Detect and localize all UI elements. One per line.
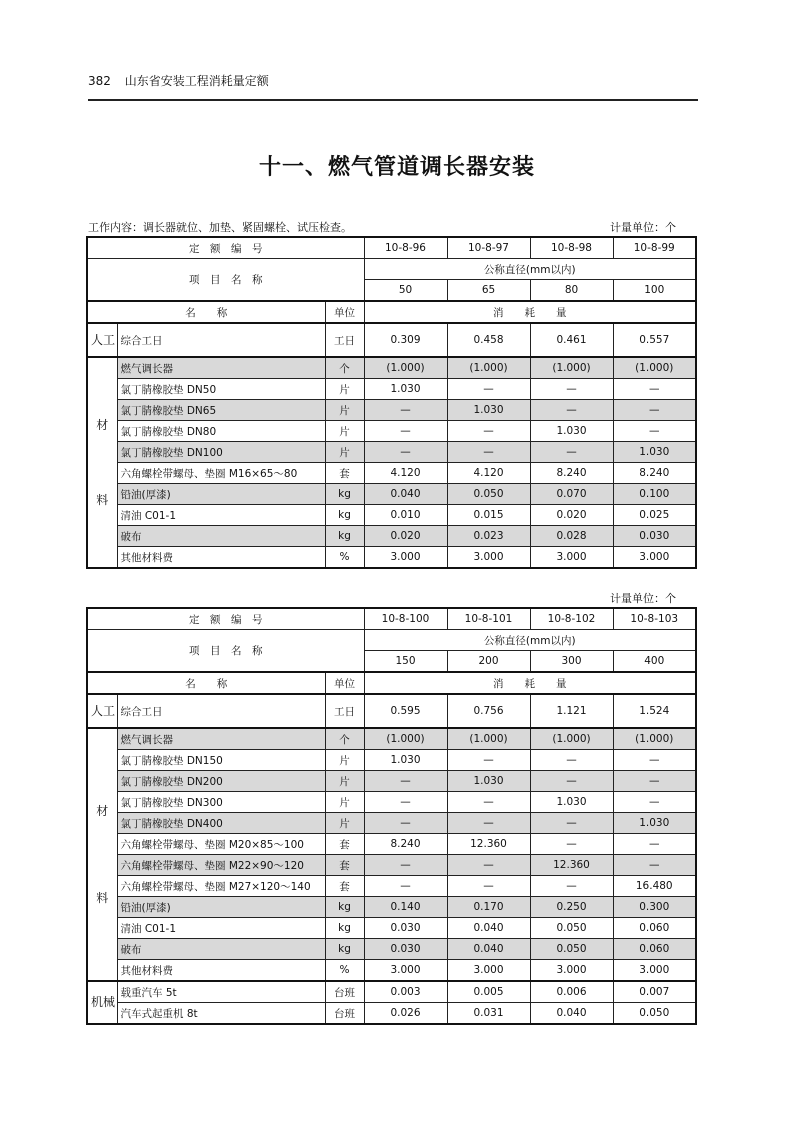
material-unit: kg <box>325 484 364 505</box>
material-name: 破布 <box>117 526 325 547</box>
material-value: 0.300 <box>613 897 696 918</box>
material-unit: 片 <box>325 421 364 442</box>
material-unit: 片 <box>325 771 364 792</box>
diameter-value: 80 <box>530 280 613 302</box>
material-name: 氯丁腈橡胶垫 DN80 <box>117 421 325 442</box>
material-name: 氯丁腈橡胶垫 DN200 <box>117 771 325 792</box>
material-value: 16.480 <box>613 876 696 897</box>
material-value: (1.000) <box>613 357 696 379</box>
material-value: 12.360 <box>447 834 530 855</box>
column-header-row <box>87 672 696 694</box>
material-value: 0.060 <box>613 918 696 939</box>
material-category <box>87 728 117 981</box>
material-row <box>87 834 696 855</box>
quota-code: 10-8-98 <box>530 237 613 259</box>
material-row <box>87 357 696 379</box>
labor-value: 0.461 <box>530 323 613 357</box>
material-value: 0.060 <box>613 939 696 960</box>
material-name: 燃气调长器 <box>117 357 325 379</box>
labor-value: 1.121 <box>530 694 613 728</box>
material-category <box>87 357 117 568</box>
material-value: — <box>447 813 530 834</box>
material-value: 1.030 <box>447 771 530 792</box>
material-name: 氯丁腈橡胶垫 DN50 <box>117 379 325 400</box>
material-value: — <box>364 813 447 834</box>
item-row <box>87 630 696 651</box>
material-value: — <box>447 379 530 400</box>
machine-value: 0.003 <box>364 981 447 1003</box>
work-content: 工作内容：调长器就位、加垫、紧固螺栓、试压检查。 <box>88 221 352 234</box>
material-name: 其他材料费 <box>117 960 325 982</box>
labor-value: 0.557 <box>613 323 696 357</box>
material-value: 3.000 <box>364 960 447 982</box>
diameter-value: 100 <box>613 280 696 302</box>
labor-unit: 工日 <box>325 323 364 357</box>
material-value: 0.030 <box>364 939 447 960</box>
labor-value: 0.756 <box>447 694 530 728</box>
material-value: — <box>613 379 696 400</box>
material-name: 氯丁腈橡胶垫 DN400 <box>117 813 325 834</box>
labor-value: 0.309 <box>364 323 447 357</box>
material-value: 0.250 <box>530 897 613 918</box>
material-row <box>87 855 696 876</box>
material-value: — <box>530 834 613 855</box>
quota-code: 10-8-99 <box>613 237 696 259</box>
material-value: 0.010 <box>364 505 447 526</box>
material-row <box>87 379 696 400</box>
material-value: 0.170 <box>447 897 530 918</box>
material-value: — <box>613 400 696 421</box>
material-value: (1.000) <box>530 357 613 379</box>
material-value: — <box>364 876 447 897</box>
material-value: — <box>613 421 696 442</box>
table-body <box>87 237 696 568</box>
material-category-char: 材 <box>96 804 109 819</box>
material-unit: kg <box>325 897 364 918</box>
material-value: (1.000) <box>364 357 447 379</box>
material-row <box>87 484 696 505</box>
material-value: (1.000) <box>447 728 530 750</box>
item-name-label: 项 目 名 称 <box>87 630 364 673</box>
material-value: 4.120 <box>364 463 447 484</box>
material-value: — <box>364 771 447 792</box>
quota-code: 10-8-97 <box>447 237 530 259</box>
labor-category: 人工 <box>87 323 117 357</box>
diameter-value: 300 <box>530 651 613 673</box>
material-name: 六角螺栓带螺母、垫圈 M20×85～100 <box>117 834 325 855</box>
material-value: 3.000 <box>447 547 530 569</box>
material-unit: kg <box>325 939 364 960</box>
machine-value: 0.040 <box>530 1003 613 1025</box>
name-header: 名 称 <box>87 672 325 694</box>
machine-value: 0.031 <box>447 1003 530 1025</box>
machine-unit: 台班 <box>325 1003 364 1025</box>
unit-label-1: 计量单位：个 <box>610 221 676 234</box>
table-body <box>87 608 696 1024</box>
nominal-diameter-label: 公称直径(mm以内) <box>364 259 696 280</box>
material-value: — <box>447 876 530 897</box>
material-value: 0.070 <box>530 484 613 505</box>
diameter-value: 200 <box>447 651 530 673</box>
material-row <box>87 771 696 792</box>
material-unit: kg <box>325 526 364 547</box>
material-value: 1.030 <box>447 400 530 421</box>
material-name: 氯丁腈橡胶垫 DN150 <box>117 750 325 771</box>
material-value: — <box>613 855 696 876</box>
machine-value: 0.005 <box>447 981 530 1003</box>
material-name: 六角螺栓带螺母、垫圈 M27×120～140 <box>117 876 325 897</box>
material-row <box>87 813 696 834</box>
material-category-char: 材 <box>96 418 109 433</box>
material-value: — <box>364 421 447 442</box>
material-row <box>87 750 696 771</box>
material-value: 0.025 <box>613 505 696 526</box>
material-value: 0.040 <box>447 918 530 939</box>
page-number: 382 <box>88 74 111 88</box>
material-value: — <box>613 771 696 792</box>
item-row <box>87 259 696 280</box>
diameter-value: 65 <box>447 280 530 302</box>
labor-value: 0.595 <box>364 694 447 728</box>
material-row <box>87 728 696 750</box>
material-value: — <box>447 792 530 813</box>
machine-row <box>87 1003 696 1025</box>
material-value: — <box>364 442 447 463</box>
material-unit: 个 <box>325 357 364 379</box>
machine-value: 0.026 <box>364 1003 447 1025</box>
material-unit: kg <box>325 505 364 526</box>
material-row <box>87 400 696 421</box>
diameter-value: 400 <box>613 651 696 673</box>
material-value: — <box>530 379 613 400</box>
material-value: — <box>364 792 447 813</box>
material-value: — <box>447 421 530 442</box>
material-row <box>87 918 696 939</box>
quota-table-2 <box>86 607 697 1025</box>
item-name-label: 项 目 名 称 <box>87 259 364 302</box>
material-name: 氯丁腈橡胶垫 DN300 <box>117 792 325 813</box>
quota-table-1 <box>86 236 697 569</box>
quota-code: 10-8-100 <box>364 608 447 630</box>
material-name: 氯丁腈橡胶垫 DN100 <box>117 442 325 463</box>
material-value: 8.240 <box>364 834 447 855</box>
material-row <box>87 421 696 442</box>
material-row <box>87 939 696 960</box>
material-value: 0.020 <box>530 505 613 526</box>
material-value: 3.000 <box>613 960 696 982</box>
material-value: — <box>613 750 696 771</box>
material-name: 清油 C01-1 <box>117 918 325 939</box>
material-name: 铅油(厚漆) <box>117 897 325 918</box>
material-unit: 片 <box>325 750 364 771</box>
name-header: 名 称 <box>87 301 325 323</box>
material-name: 破布 <box>117 939 325 960</box>
material-unit: 片 <box>325 400 364 421</box>
code-row <box>87 237 696 259</box>
material-value: 0.023 <box>447 526 530 547</box>
section-title: 十一、燃气管道调长器安装 <box>258 155 535 180</box>
material-row <box>87 876 696 897</box>
material-name: 铅油(厚漆) <box>117 484 325 505</box>
material-value: — <box>530 876 613 897</box>
material-name: 六角螺栓带螺母、垫圈 M22×90～120 <box>117 855 325 876</box>
material-unit: 片 <box>325 813 364 834</box>
material-unit: 套 <box>325 463 364 484</box>
material-value: 0.050 <box>447 484 530 505</box>
material-value: 8.240 <box>613 463 696 484</box>
machine-value: 0.050 <box>613 1003 696 1025</box>
code-row <box>87 608 696 630</box>
material-value: (1.000) <box>364 728 447 750</box>
material-value: — <box>530 771 613 792</box>
quota-code: 10-8-101 <box>447 608 530 630</box>
material-value: — <box>530 400 613 421</box>
material-value: 0.030 <box>613 526 696 547</box>
material-value: 0.040 <box>364 484 447 505</box>
machine-value: 0.007 <box>613 981 696 1003</box>
material-unit: 套 <box>325 855 364 876</box>
material-unit: kg <box>325 918 364 939</box>
material-row <box>87 526 696 547</box>
material-value: 8.240 <box>530 463 613 484</box>
material-row <box>87 463 696 484</box>
labor-category: 人工 <box>87 694 117 728</box>
material-value: — <box>447 855 530 876</box>
unit-header: 单位 <box>325 301 364 323</box>
material-value: 0.100 <box>613 484 696 505</box>
material-value: 1.030 <box>613 813 696 834</box>
page-header <box>88 72 698 89</box>
material-value: 1.030 <box>364 750 447 771</box>
material-value: 0.050 <box>530 939 613 960</box>
material-unit: 套 <box>325 876 364 897</box>
material-name: 氯丁腈橡胶垫 DN65 <box>117 400 325 421</box>
material-name: 燃气调长器 <box>117 728 325 750</box>
material-unit: 片 <box>325 442 364 463</box>
material-unit: 套 <box>325 834 364 855</box>
material-row <box>87 897 696 918</box>
material-value: 4.120 <box>447 463 530 484</box>
material-row <box>87 960 696 982</box>
material-value: 0.140 <box>364 897 447 918</box>
material-value: (1.000) <box>447 357 530 379</box>
material-unit: 个 <box>325 728 364 750</box>
material-value: 1.030 <box>530 421 613 442</box>
material-value: 3.000 <box>364 547 447 569</box>
nominal-diameter-label: 公称直径(mm以内) <box>364 630 696 651</box>
material-value: (1.000) <box>530 728 613 750</box>
material-value: — <box>447 750 530 771</box>
material-name: 清油 C01-1 <box>117 505 325 526</box>
material-value: (1.000) <box>613 728 696 750</box>
unit-header: 单位 <box>325 672 364 694</box>
material-value: — <box>613 792 696 813</box>
material-row <box>87 547 696 569</box>
consumption-header: 消 耗 量 <box>364 672 696 694</box>
material-value: 3.000 <box>613 547 696 569</box>
machine-name: 载重汽车 5t <box>117 981 325 1003</box>
material-name: 其他材料费 <box>117 547 325 569</box>
labor-value: 0.458 <box>447 323 530 357</box>
machine-name: 汽车式起重机 8t <box>117 1003 325 1025</box>
material-unit: 片 <box>325 379 364 400</box>
machine-row <box>87 981 696 1003</box>
material-value: 0.020 <box>364 526 447 547</box>
quota-no-label: 定 额 编 号 <box>87 237 364 259</box>
labor-row <box>87 323 696 357</box>
material-unit: 片 <box>325 792 364 813</box>
unit-label-2: 计量单位：个 <box>610 592 676 605</box>
diameter-value: 150 <box>364 651 447 673</box>
material-value: 0.040 <box>447 939 530 960</box>
machine-category: 机械 <box>87 981 117 1024</box>
material-value: — <box>364 855 447 876</box>
column-header-row <box>87 301 696 323</box>
material-value: 0.015 <box>447 505 530 526</box>
material-category-char: 料 <box>96 890 109 905</box>
material-name: 六角螺栓带螺母、垫圈 M16×65～80 <box>117 463 325 484</box>
material-value: — <box>364 400 447 421</box>
diameter-value: 50 <box>364 280 447 302</box>
labor-name: 综合工日 <box>117 323 325 357</box>
labor-unit: 工日 <box>325 694 364 728</box>
quota-code: 10-8-96 <box>364 237 447 259</box>
material-value: — <box>530 442 613 463</box>
machine-value: 0.006 <box>530 981 613 1003</box>
material-category-char: 料 <box>96 492 109 507</box>
material-value: 1.030 <box>530 792 613 813</box>
quota-no-label: 定 额 编 号 <box>87 608 364 630</box>
labor-row <box>87 694 696 728</box>
material-unit: % <box>325 547 364 569</box>
material-value: — <box>447 442 530 463</box>
labor-value: 1.524 <box>613 694 696 728</box>
material-value: 12.360 <box>530 855 613 876</box>
material-value: 1.030 <box>364 379 447 400</box>
material-row <box>87 442 696 463</box>
material-value: 3.000 <box>447 960 530 982</box>
material-row <box>87 505 696 526</box>
quota-code: 10-8-102 <box>530 608 613 630</box>
labor-name: 综合工日 <box>117 694 325 728</box>
machine-unit: 台班 <box>325 981 364 1003</box>
material-row <box>87 792 696 813</box>
material-value: — <box>613 834 696 855</box>
material-value: 3.000 <box>530 960 613 982</box>
material-value: 3.000 <box>530 547 613 569</box>
material-value: 0.030 <box>364 918 447 939</box>
material-value: 1.030 <box>613 442 696 463</box>
material-value: 0.028 <box>530 526 613 547</box>
material-unit: % <box>325 960 364 982</box>
book-title: 山东省安装工程消耗量定额 <box>124 74 269 88</box>
consumption-header: 消 耗 量 <box>364 301 696 323</box>
material-value: — <box>530 750 613 771</box>
quota-code: 10-8-103 <box>613 608 696 630</box>
material-value: 0.050 <box>530 918 613 939</box>
material-value: — <box>530 813 613 834</box>
header-divider <box>88 99 698 101</box>
